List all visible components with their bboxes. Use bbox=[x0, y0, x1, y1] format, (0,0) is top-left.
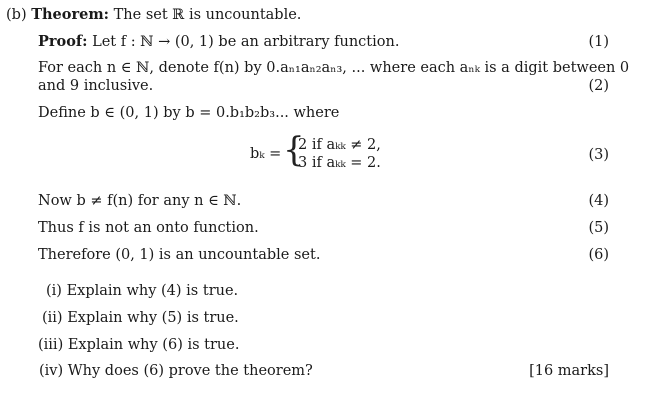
question-label: (ii) bbox=[42, 310, 63, 326]
theorem-line bbox=[6, 6, 301, 24]
case-2: 3 if aₖₖ = 2. bbox=[298, 155, 381, 171]
left-brace: { bbox=[283, 130, 305, 170]
proof-line-1-text: Let f : ℕ → (0, 1) be an arbitrary function. bbox=[92, 34, 400, 50]
question-label: (i) bbox=[46, 283, 62, 299]
question-text: Explain why (4) is true. bbox=[66, 283, 239, 299]
equation-number-1: (1) bbox=[588, 34, 609, 50]
question-text: Explain why (5) is true. bbox=[67, 310, 239, 326]
question-iii bbox=[38, 336, 239, 354]
question-text: Why does (6) prove the theorem? bbox=[67, 363, 313, 379]
proof-line-2a: For each n ∈ ℕ, denote f(n) by 0.aₙ₁aₙ₂aₙ₃, ... where each aₙₖ is a digit between 0 bbox=[38, 60, 630, 76]
proof-line-5: Thus f is not an onto function. bbox=[38, 220, 259, 236]
marks-label: [16 marks] bbox=[529, 363, 609, 379]
equation-number-6: (6) bbox=[588, 247, 609, 263]
question-label: (iii) bbox=[38, 337, 64, 353]
proof-line-3: Define b ∈ (0, 1) by b = 0.b₁b₂b₃... where bbox=[38, 105, 340, 121]
theorem-heading: Theorem: bbox=[31, 6, 110, 23]
bk-definition-lhs: bₖ = bbox=[250, 146, 282, 162]
proof-line-4: Now b ≠ f(n) for any n ∈ ℕ. bbox=[38, 193, 242, 209]
case-1: 2 if aₖₖ ≠ 2, bbox=[298, 137, 381, 153]
question-iv bbox=[39, 362, 313, 380]
proof-line-2b: and 9 inclusive. bbox=[38, 78, 154, 94]
equation-number-4: (4) bbox=[588, 193, 609, 209]
question-label: (iv) bbox=[39, 363, 64, 379]
theorem-text: The set ℝ is uncountable. bbox=[113, 7, 302, 23]
equation-number-2: (2) bbox=[588, 78, 609, 94]
proof-line-1 bbox=[38, 33, 399, 51]
equation-number-3: (3) bbox=[588, 147, 609, 163]
question-i bbox=[46, 282, 238, 300]
question-text: Explain why (6) is true. bbox=[67, 337, 240, 353]
proof-heading: Proof: bbox=[38, 33, 88, 50]
proof-line-6: Therefore (0, 1) is an uncountable set. bbox=[38, 247, 321, 263]
part-label: (b) bbox=[6, 7, 27, 23]
question-ii bbox=[42, 309, 239, 327]
equation-number-5: (5) bbox=[588, 220, 609, 236]
